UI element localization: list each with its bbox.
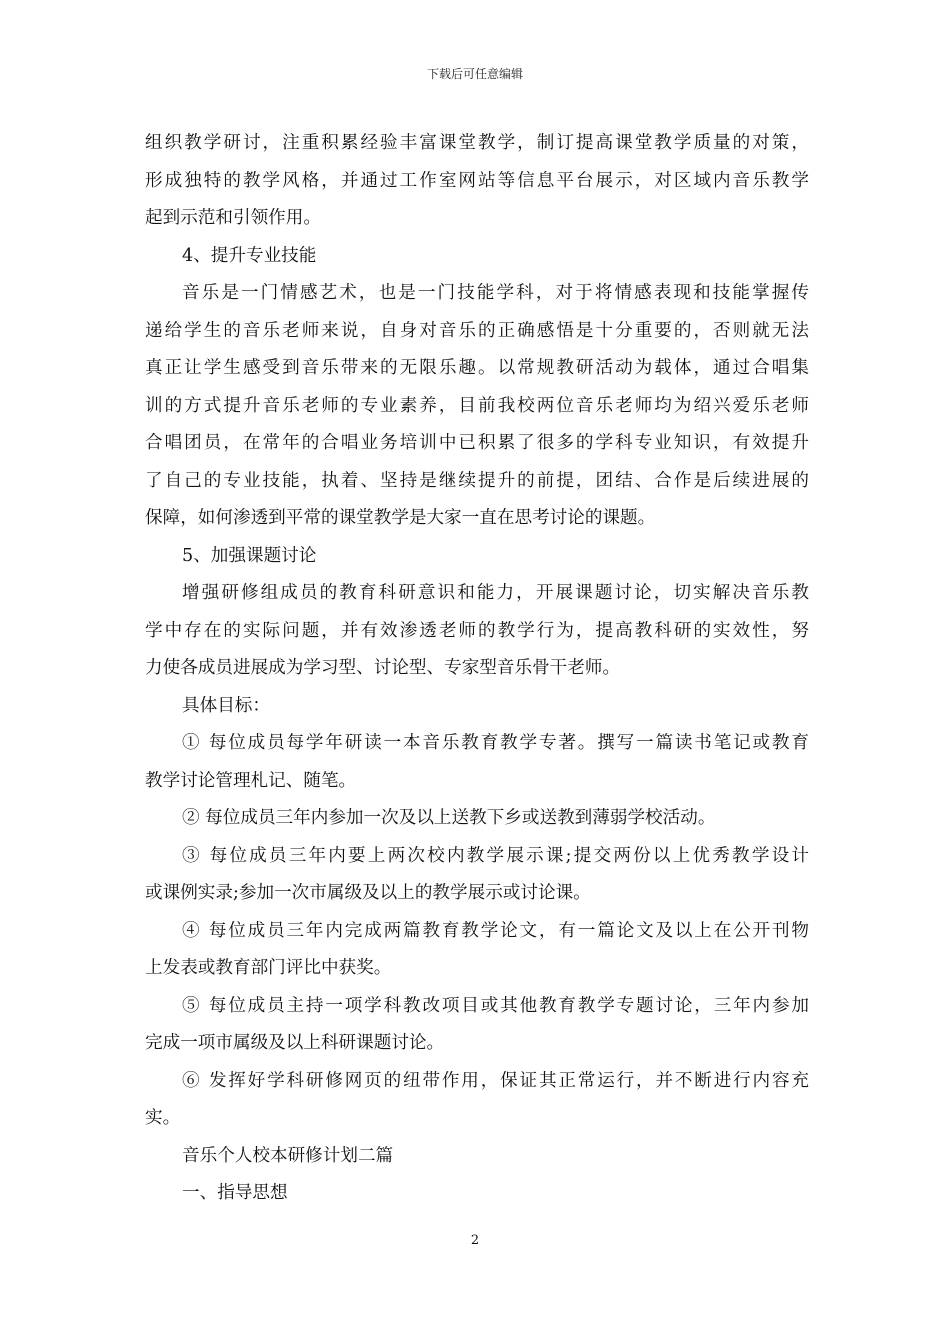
- text-line: ① 每位成员每学年研读一本音乐教育教学专著。撰写一篇读书笔记或教育: [182, 733, 809, 753]
- text-line: 保障，如何渗透到平常的课堂教学是大家一直在思考讨论的课题。: [145, 508, 656, 528]
- text-line: 音乐是一门情感艺术，也是一门技能学科，对于将情感表现和技能掌握传: [182, 283, 809, 303]
- text-line: 具体目标：: [182, 695, 270, 716]
- text-line: 5、加强课题讨论: [182, 545, 317, 566]
- text-line: ③ 每位成员三年内要上两次校内教学展示课;提交两份以上优秀教学设计: [182, 845, 809, 866]
- text-line: 音乐个人校本研修计划二篇: [182, 1145, 394, 1166]
- text-line: 增强研修组成员的教育科研意识和能力，开展课题讨论，切实解决音乐教: [182, 583, 809, 603]
- text-line: 真正让学生感受到音乐带来的无限乐趣。以常规教研活动为载体，通过合唱集: [145, 358, 809, 378]
- text-line: 了自己的专业技能，执着、坚持是继续提升的前提，团结、合作是后续进展的: [145, 470, 809, 491]
- document-body: [145, 125, 809, 1213]
- text-line: 合唱团员，在常年的合唱业务培训中已积累了很多的学科专业知识，有效提升: [145, 433, 809, 453]
- text-line: 训的方式提升音乐老师的专业素养，目前我校两位音乐老师均为绍兴爱乐老师: [145, 395, 809, 416]
- text-line: 4、提升专业技能: [182, 245, 317, 266]
- text-line: 一、指导思想: [182, 1183, 288, 1203]
- text-line: ④ 每位成员三年内完成两篇教育教学论文，有一篇论文及以上在公开刊物: [182, 920, 809, 941]
- text-line: ⑥ 发挥好学科研修网页的纽带作用，保证其正常运行，并不断进行内容充: [182, 1070, 809, 1091]
- text-line: ② 每位成员三年内参加一次及以上送教下乡或送教到薄弱学校活动。: [182, 808, 716, 828]
- text-line: 完成一项市属级及以上科研课题讨论。: [145, 1033, 445, 1053]
- text-line: 或课例实录;参加一次市属级及以上的教学展示或讨论课。: [145, 883, 591, 903]
- page-number: 2: [470, 1233, 480, 1248]
- page-header: 下载后可任意编辑: [426, 67, 523, 81]
- text-line: 起到示范和引领作用。: [145, 208, 321, 228]
- text-line: ⑤ 每位成员主持一项学科教改项目或其他教育教学专题讨论，三年内参加: [182, 995, 809, 1016]
- text-line: 组织教学研讨，注重积累经验丰富课堂教学，制订提高课堂教学质量的对策，: [145, 133, 809, 153]
- text-line: 上发表或教育部门评比中获奖。: [145, 958, 392, 978]
- text-line: 形成独特的教学风格，并通过工作室网站等信息平台展示，对区域内音乐教学: [145, 170, 809, 191]
- text-line: 实。: [145, 1108, 181, 1128]
- text-line: 递给学生的音乐老师来说，自身对音乐的正确感悟是十分重要的，否则就无法: [145, 320, 809, 341]
- text-line: 学中存在的实际问题，并有效渗透老师的教学行为，提高教科研的实效性，努: [145, 620, 809, 641]
- text-line: 力使各成员进展成为学习型、讨论型、专家型音乐骨干老师。: [145, 658, 621, 678]
- text-line: 教学讨论管理札记、随笔。: [145, 770, 357, 791]
